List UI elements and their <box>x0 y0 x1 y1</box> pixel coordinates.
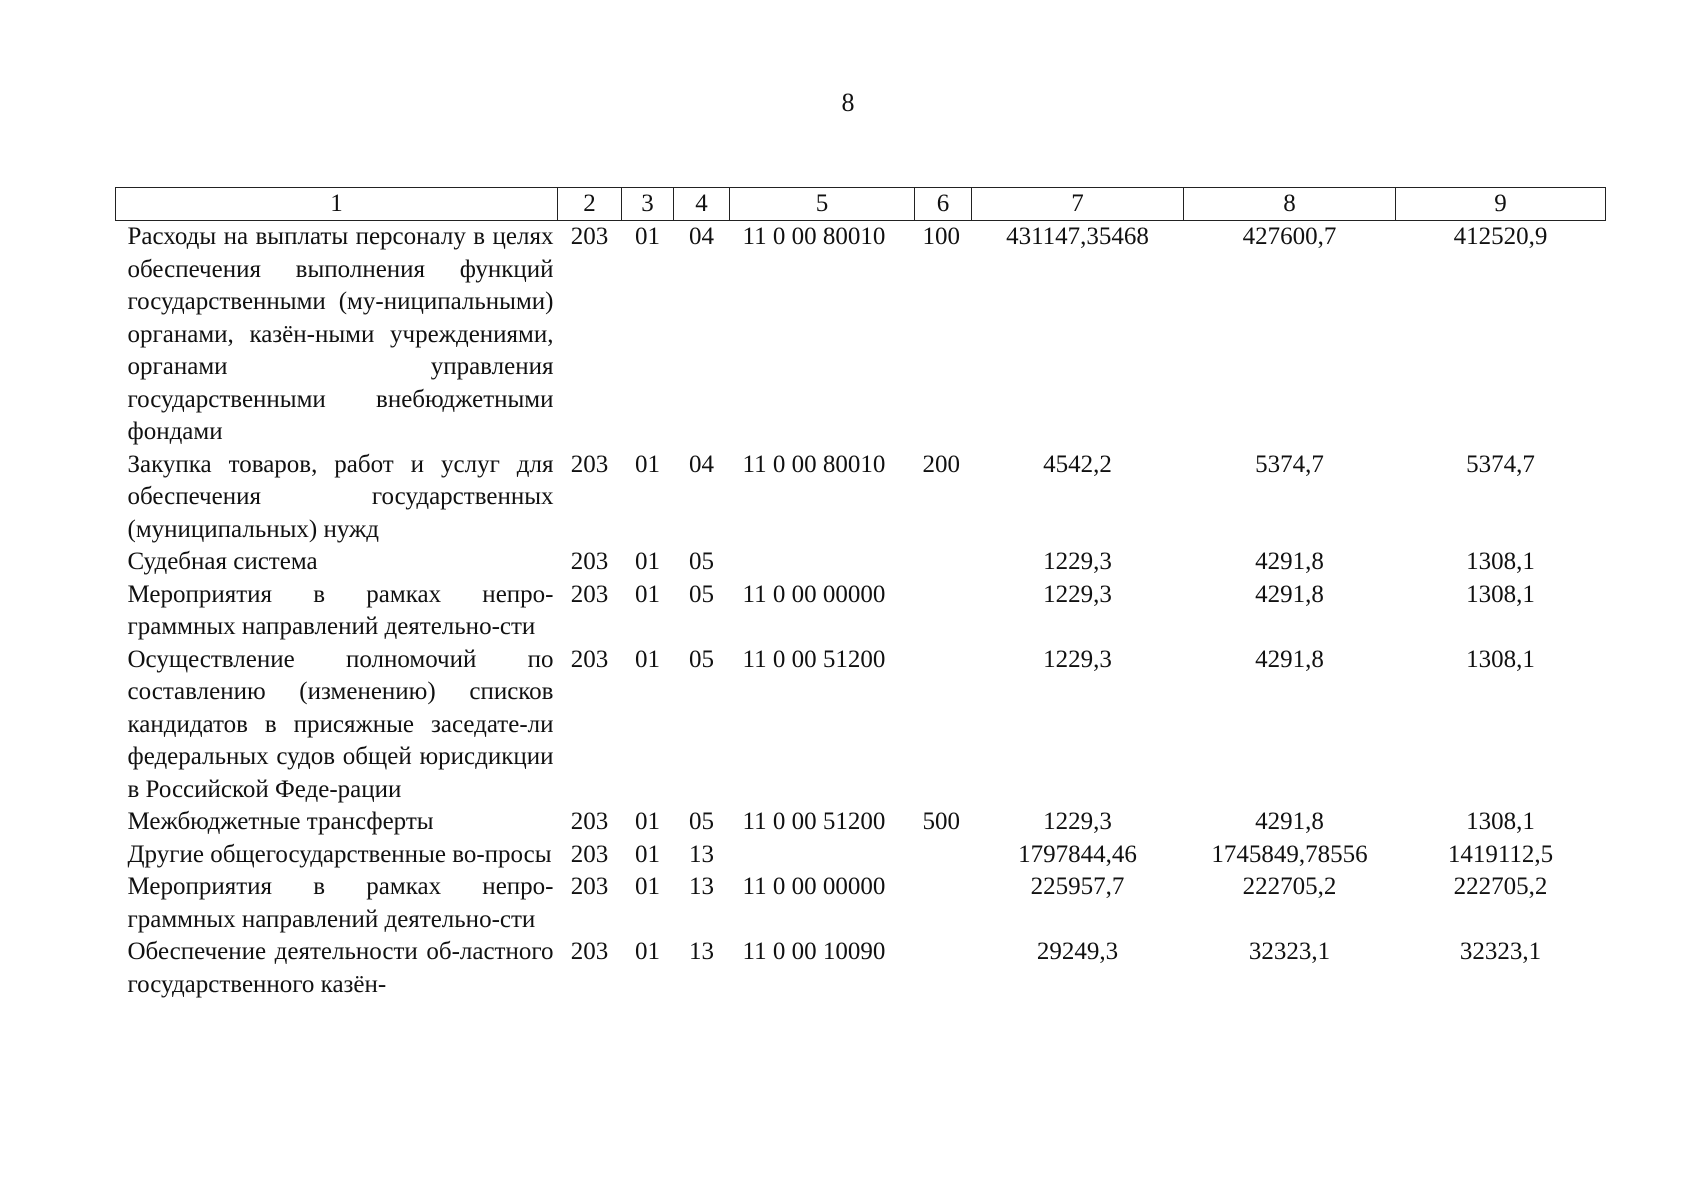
table-row <box>116 449 1606 547</box>
row-code-section: 01 <box>635 580 660 608</box>
header-cell-7: 7 <box>972 188 1184 221</box>
row-code-ministry: 203 <box>570 840 609 868</box>
row-description: Осуществление полномочий по составлению (изменению) списков кандидатов в присяжные заседате-ли федеральных судов общей юрисдикции в Российской Феде-рации <box>127 645 554 803</box>
row-amount-col7: 29249,3 <box>1036 938 1119 965</box>
table-row <box>116 221 1606 449</box>
header-cell-4: 4 <box>674 188 730 221</box>
row-code-section: 01 <box>635 840 660 868</box>
row-description: Другие общегосударственные во-просы <box>127 840 552 868</box>
row-amount-col7: 4542,2 <box>1043 450 1112 478</box>
row-description: Судебная система <box>127 548 318 575</box>
row-amount-col8: 222705,2 <box>1242 873 1337 900</box>
header-cell-5: 5 <box>730 188 915 221</box>
row-amount-col7: 1229,3 <box>1043 808 1112 835</box>
row-code-section: 01 <box>635 450 660 478</box>
row-code-section: 01 <box>635 808 660 835</box>
table-row <box>116 839 1606 872</box>
row-code-section: 01 <box>635 873 660 900</box>
header-cell-1: 1 <box>116 188 558 221</box>
row-code-expense-type: 500 <box>922 808 960 835</box>
row-description: Расходы на выплаты персоналу в целях обеспечения выполнения функций государственными (му-ниципальными) органами, казён-ными учреждениями, органами управления государственными внебюджетными фондами <box>127 223 554 445</box>
row-code-target: 11 0 00 10090 <box>742 938 886 965</box>
row-code-ministry: 203 <box>570 548 609 575</box>
budget-table <box>115 187 1606 1001</box>
row-code-expense-type <box>915 579 972 644</box>
row-code-expense-type: 100 <box>922 223 960 250</box>
row-amount-col8: 4291,8 <box>1255 580 1324 608</box>
page-number: 8 <box>841 88 855 117</box>
table-row <box>116 644 1606 807</box>
row-amount-col7: 1229,3 <box>1043 645 1112 673</box>
row-code-expense-type <box>915 644 972 807</box>
row-code-target: 11 0 00 51200 <box>742 645 886 673</box>
row-amount-col7: 1229,3 <box>1043 580 1112 608</box>
row-code-subsection: 04 <box>689 450 714 478</box>
row-code-expense-type <box>915 839 972 872</box>
row-code-target: 11 0 00 80010 <box>742 450 886 478</box>
row-amount-col9: 412520,9 <box>1453 223 1548 250</box>
row-amount-col8: 4291,8 <box>1255 548 1324 575</box>
table-row <box>116 546 1606 579</box>
row-code-subsection: 13 <box>689 938 714 965</box>
row-code-subsection: 04 <box>689 223 714 250</box>
row-amount-col9: 1308,1 <box>1466 645 1535 673</box>
row-code-subsection: 13 <box>689 873 714 900</box>
header-cell-2: 2 <box>558 188 622 221</box>
row-amount-col8: 427600,7 <box>1242 223 1337 250</box>
row-code-ministry: 203 <box>570 645 609 673</box>
row-code-section: 01 <box>635 223 660 250</box>
row-code-ministry: 203 <box>570 938 609 965</box>
row-description: Обеспечение деятельности об-ластного государственного казён- <box>127 938 554 998</box>
row-code-section: 01 <box>635 938 660 965</box>
header-cell-3: 3 <box>622 188 674 221</box>
row-amount-col9: 5374,7 <box>1466 450 1535 478</box>
row-amount-col7: 431147,35468 <box>1006 223 1149 250</box>
row-amount-col9: 1308,1 <box>1466 808 1535 835</box>
header-cell-9: 9 <box>1396 188 1606 221</box>
row-amount-col9: 222705,2 <box>1453 873 1548 900</box>
table-body <box>116 221 1606 1002</box>
budget-table-container <box>115 187 1606 1001</box>
row-code-expense-type <box>915 546 972 579</box>
row-code-target: 11 0 00 00000 <box>742 873 886 900</box>
row-code-expense-type <box>915 936 972 1001</box>
row-description: Мероприятия в рамках непро-граммных направлений деятельно-сти <box>127 873 554 933</box>
header-row <box>116 188 1606 221</box>
row-amount-col8: 4291,8 <box>1255 645 1324 673</box>
row-amount-col9: 1308,1 <box>1466 548 1535 575</box>
row-code-target <box>730 546 915 579</box>
row-description: Межбюджетные трансферты <box>127 808 434 835</box>
row-amount-col8: 5374,7 <box>1255 450 1324 478</box>
row-code-ministry: 203 <box>570 223 609 250</box>
row-code-ministry: 203 <box>570 580 609 608</box>
row-description: Закупка товаров, работ и услуг для обеспечения государственных (муниципальных) нужд <box>127 450 554 543</box>
row-amount-col8: 4291,8 <box>1255 808 1324 835</box>
row-code-ministry: 203 <box>570 450 609 478</box>
row-code-expense-type <box>915 871 972 936</box>
row-amount-col9: 1419112,5 <box>1447 840 1554 868</box>
row-code-subsection: 05 <box>689 645 714 673</box>
row-code-section: 01 <box>635 645 660 673</box>
row-amount-col8: 1745849,78556 <box>1211 840 1368 868</box>
row-code-section: 01 <box>635 548 660 575</box>
row-code-target: 11 0 00 51200 <box>742 808 886 835</box>
row-code-ministry: 203 <box>570 873 609 900</box>
header-cell-6: 6 <box>915 188 972 221</box>
table-row <box>116 579 1606 644</box>
row-amount-col7: 1797844,46 <box>1018 840 1137 868</box>
row-description: Мероприятия в рамках непро-граммных направлений деятельно-сти <box>127 580 554 640</box>
row-amount-col9: 1308,1 <box>1466 580 1535 608</box>
row-code-subsection: 05 <box>689 580 714 608</box>
row-code-target: 11 0 00 80010 <box>742 223 886 250</box>
row-code-subsection: 13 <box>689 840 714 868</box>
table-row <box>116 871 1606 936</box>
table-row <box>116 936 1606 1001</box>
row-code-target <box>730 839 915 872</box>
row-amount-col7: 1229,3 <box>1043 548 1112 575</box>
row-amount-col8: 32323,1 <box>1248 938 1331 965</box>
row-code-target: 11 0 00 00000 <box>742 580 886 608</box>
row-code-subsection: 05 <box>689 808 714 835</box>
header-cell-8: 8 <box>1184 188 1396 221</box>
table-row <box>116 806 1606 839</box>
row-code-expense-type: 200 <box>922 450 960 478</box>
row-code-ministry: 203 <box>570 808 609 835</box>
row-code-subsection: 05 <box>689 548 714 575</box>
row-amount-col9: 32323,1 <box>1459 938 1542 965</box>
row-amount-col7: 225957,7 <box>1030 873 1125 900</box>
